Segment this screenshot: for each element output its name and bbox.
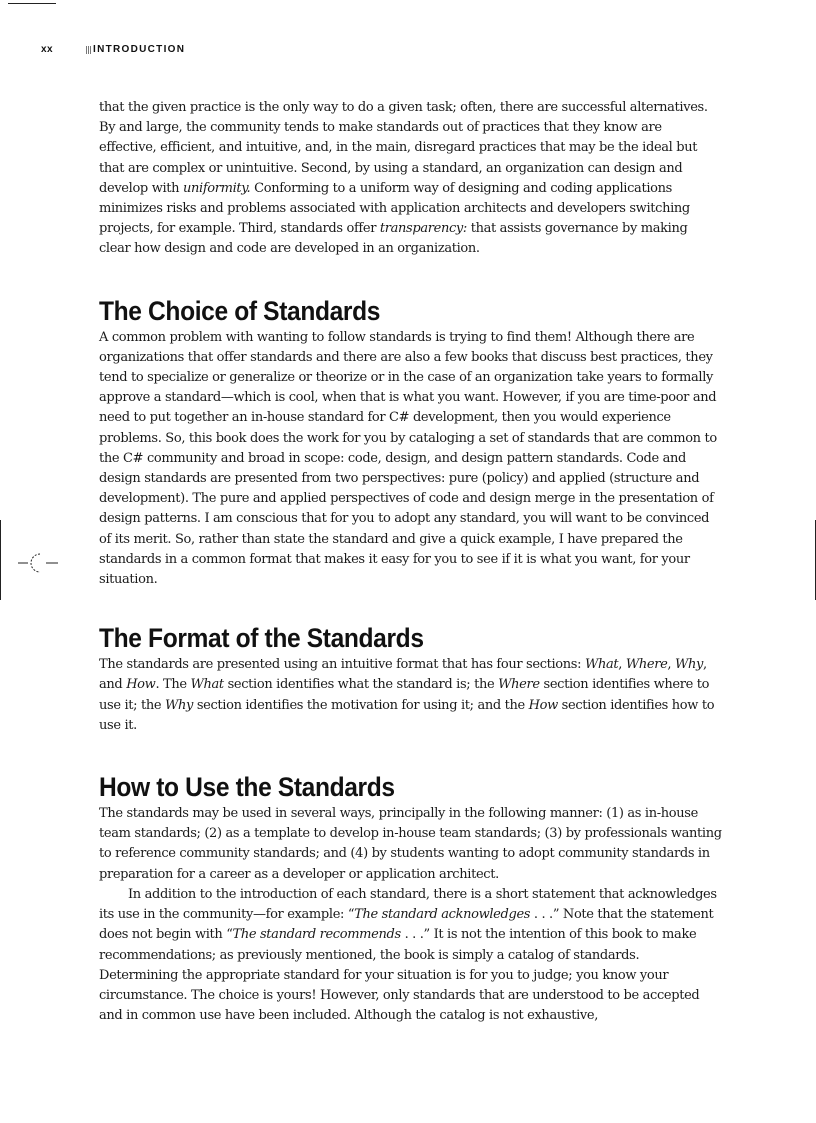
running-head-marker [86,46,92,54]
choice-paragraph: A common problem with wanting to follow standards is trying to find them! Although there are organizations that offer standards and there are also a few books that discuss best practices, they tend to specialize or generalize or theorize or in the case of an organization take years to formally approve a standard—which is cool, when that is what you want. However, if you are time-poor and need to put together an in-house standard for C# development, then you would experience problems. So, this book does the work for you by cataloging a set of standards that are common to the C# community and broad in scope: code, design, and design pattern standards. Code and design standards are presented from two perspectives: pure (policy) and applied (structure and development). The pure and applied perspectives of code and design merge in the presentation of design patterns. I am conscious that for you to adopt any standard, you will want to be convinced of its merit. So, rather than state the standard and give a quick example, I have prepared the standards in a common format that makes it easy for you to see if it is what you want, for your situation. [99,329,717,588]
page-number: xx [41,44,54,55]
heading-how-to-use-standards: How to Use the Standards [99,772,395,803]
use-paragraph-2: In addition to the introduction of each standard, there is a short statement that acknowledges its use in the community—for example: “The standard acknowledges . . .” Note that the statement does not begin with “The standard recommends . . .” It is not the intention of this book to make recommendations; as previously mentioned, the book is simply a catalog of standards. Determining the appropriate standard for your situation is for you to judge; you know your circumstance. The choice is yours! However, only standards that are understood to be accepted and in common use have been included. Although the catalog is not exhaustive, [99,886,717,1024]
registration-mark-icon [18,550,58,576]
transparency-emphasis: transparency: [379,221,467,237]
uniformity-emphasis: uniformity. [182,180,251,196]
format-paragraph: The standards are presented using an intuitive format that has four sections: What, Where, Why, and How. The What section identifies what the standard is; the Where section identifies where to use it; the Why section identifies the motivation for using it; and the How section identifies how to use it. [99,657,715,733]
crop-mark-left [0,520,1,600]
heading-format-of-standards: The Format of the Standards [99,623,424,654]
page-body [99,98,722,1026]
heading-choice-of-standards: The Choice of Standards [99,295,381,326]
intro-paragraph: that the given practice is the only way to do a given task; often, there are successful alternatives. By and large, the community tends to make standards out of practices that they know are effective, efficient, and intuitive, and, in the main, disregard practices that may be the ideal but that are complex or unintuitive. Second, by using a standard, an organization can design and develop with uniformity. Conforming to a uniform way of designing and coding applications minimizes risks and problems associated with application architects and developers switching projects, for example. Third, standards offer transparency: that assists governance by making clear how design and code are developed in an organization. [99,100,708,257]
use-paragraph-1: The standards may be used in several ways, principally in the following manner: (1) as in-house team standards; (2) as a template to develop in-house team standards; (3) by professionals wanting to reference community standards; and (4) by students wanting to adopt community standards in preparation for a career as a developer or application architect. [99,806,722,882]
running-head-title: INTRODUCTION [93,44,186,55]
crop-mark-top [8,3,56,4]
